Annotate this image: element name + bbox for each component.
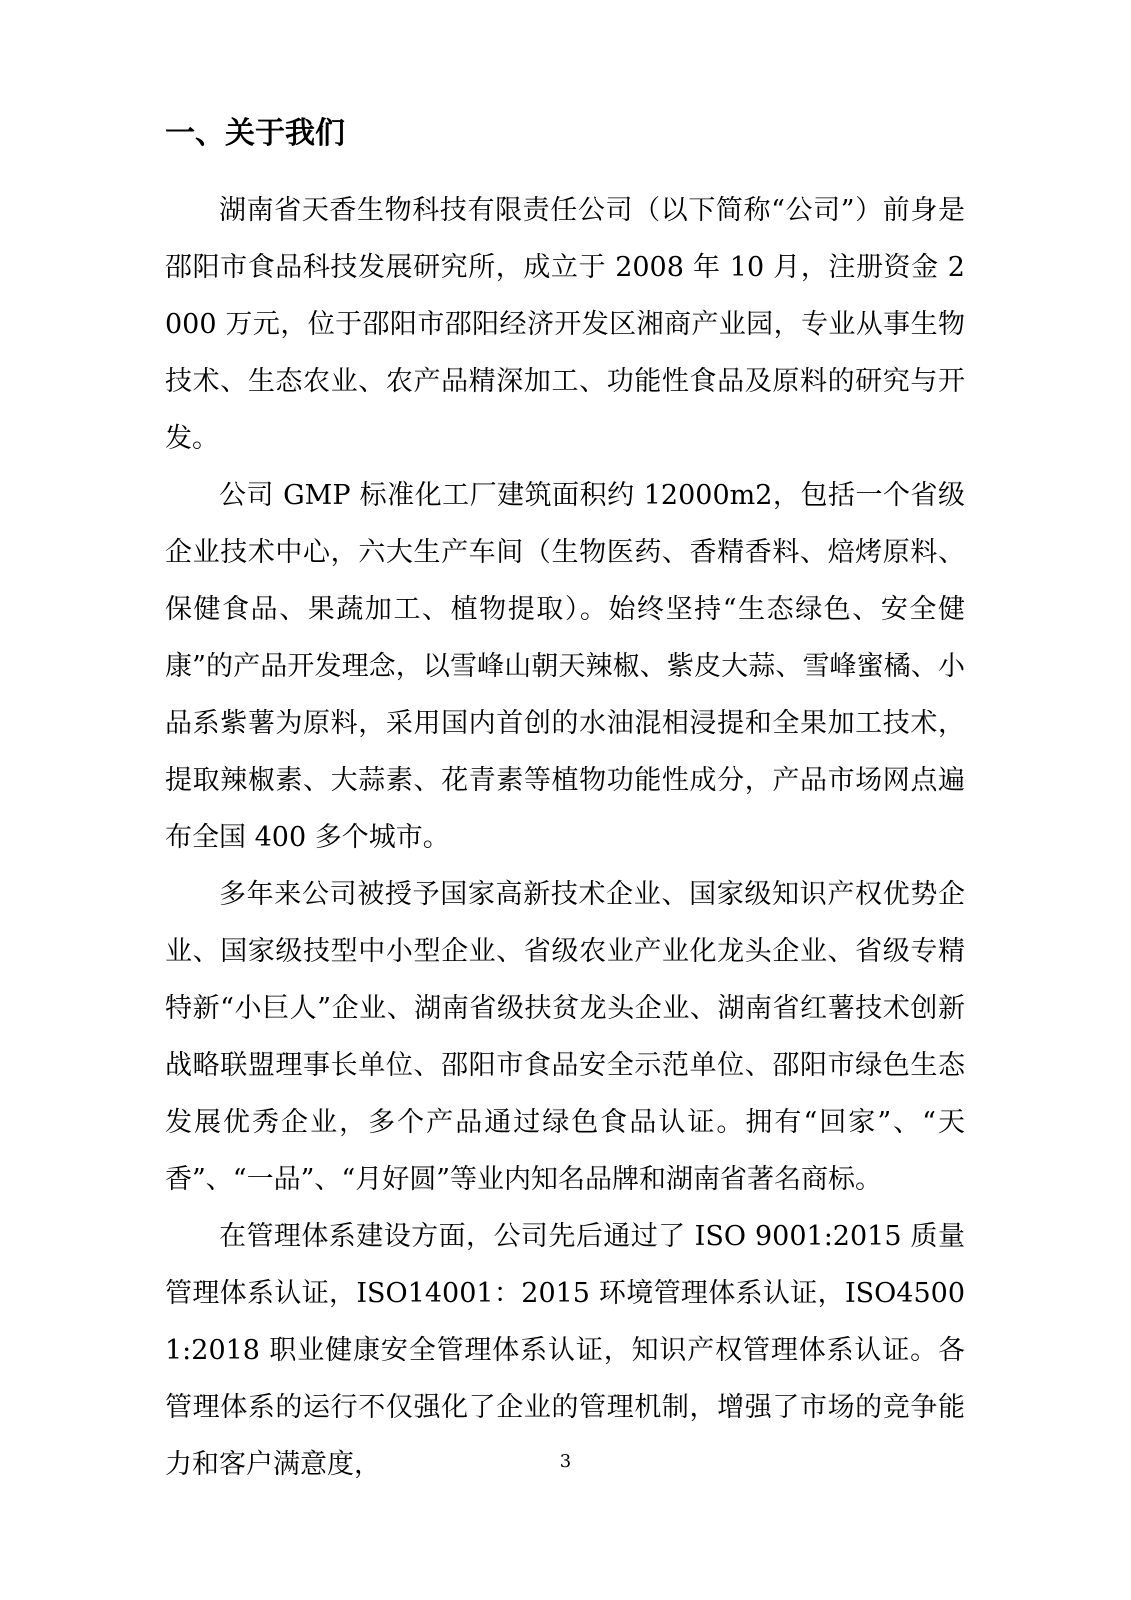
paragraph-honors-brands: 多年来公司被授予国家高新技术企业、国家级知识产权优势企业、国家级技型中小型企业、省级农业产业化龙头企业、省级专精特新“小巨人”企业、湖南省级扶贫龙头企业、湖南省红薯技术创新战略联盟理事长单位、邵阳市食品安全示范单位、邵阳市绿色生态发展优秀企业，多个产品通过绿色食品认证。拥有“回家”、“天香”、“一品”、“月好圆”等业内知名品牌和湖南省著名商标。 [165,879,965,1195]
paragraph-company-intro: 湖南省天香生物科技有限责任公司（以下简称“公司”）前身是邵阳市食品科技发展研究所，成立于 2008 年 10 月，注册资金 2000 万元，位于邵阳市邵阳经济开发区湘商产业园，专业从事生物技术、生态农业、农产品精深加工、功能性食品及原料的研究与开发。 [165,195,965,454]
document-body [165,110,965,1493]
paragraph-management-systems: 在管理体系建设方面，公司先后通过了 ISO 9001:2015 质量管理体系认证，ISO14001：2015 环境管理体系认证，ISO45001:2018 职业健康安全管理体系认证，知识产权管理体系认证。各管理体系的运行不仅强化了企业的管理机制，增强了市场的竞争能力和客户满意度， [165,1221,965,1480]
page-number: 3 [559,1451,572,1472]
paragraph-factory-products: 公司 GMP 标准化工厂建筑面积约 12000m2，包括一个省级企业技术中心，六大生产车间（生物医药、香精香料、焙烤原料、保健食品、果蔬加工、植物提取）。始终坚持“生态绿色、安全健康”的产品开发理念，以雪峰山朝天辣椒、紫皮大蒜、雪峰蜜橘、小品系紫薯为原料，采用国内首创的水油混相浸提和全果加工技术，提取辣椒素、大蒜素、花青素等植物功能性成分，产品市场网点遍布全国 400 多个城市。 [165,480,965,853]
page-footer [0,1451,1131,1472]
section-heading: 一、关于我们 [165,117,345,150]
